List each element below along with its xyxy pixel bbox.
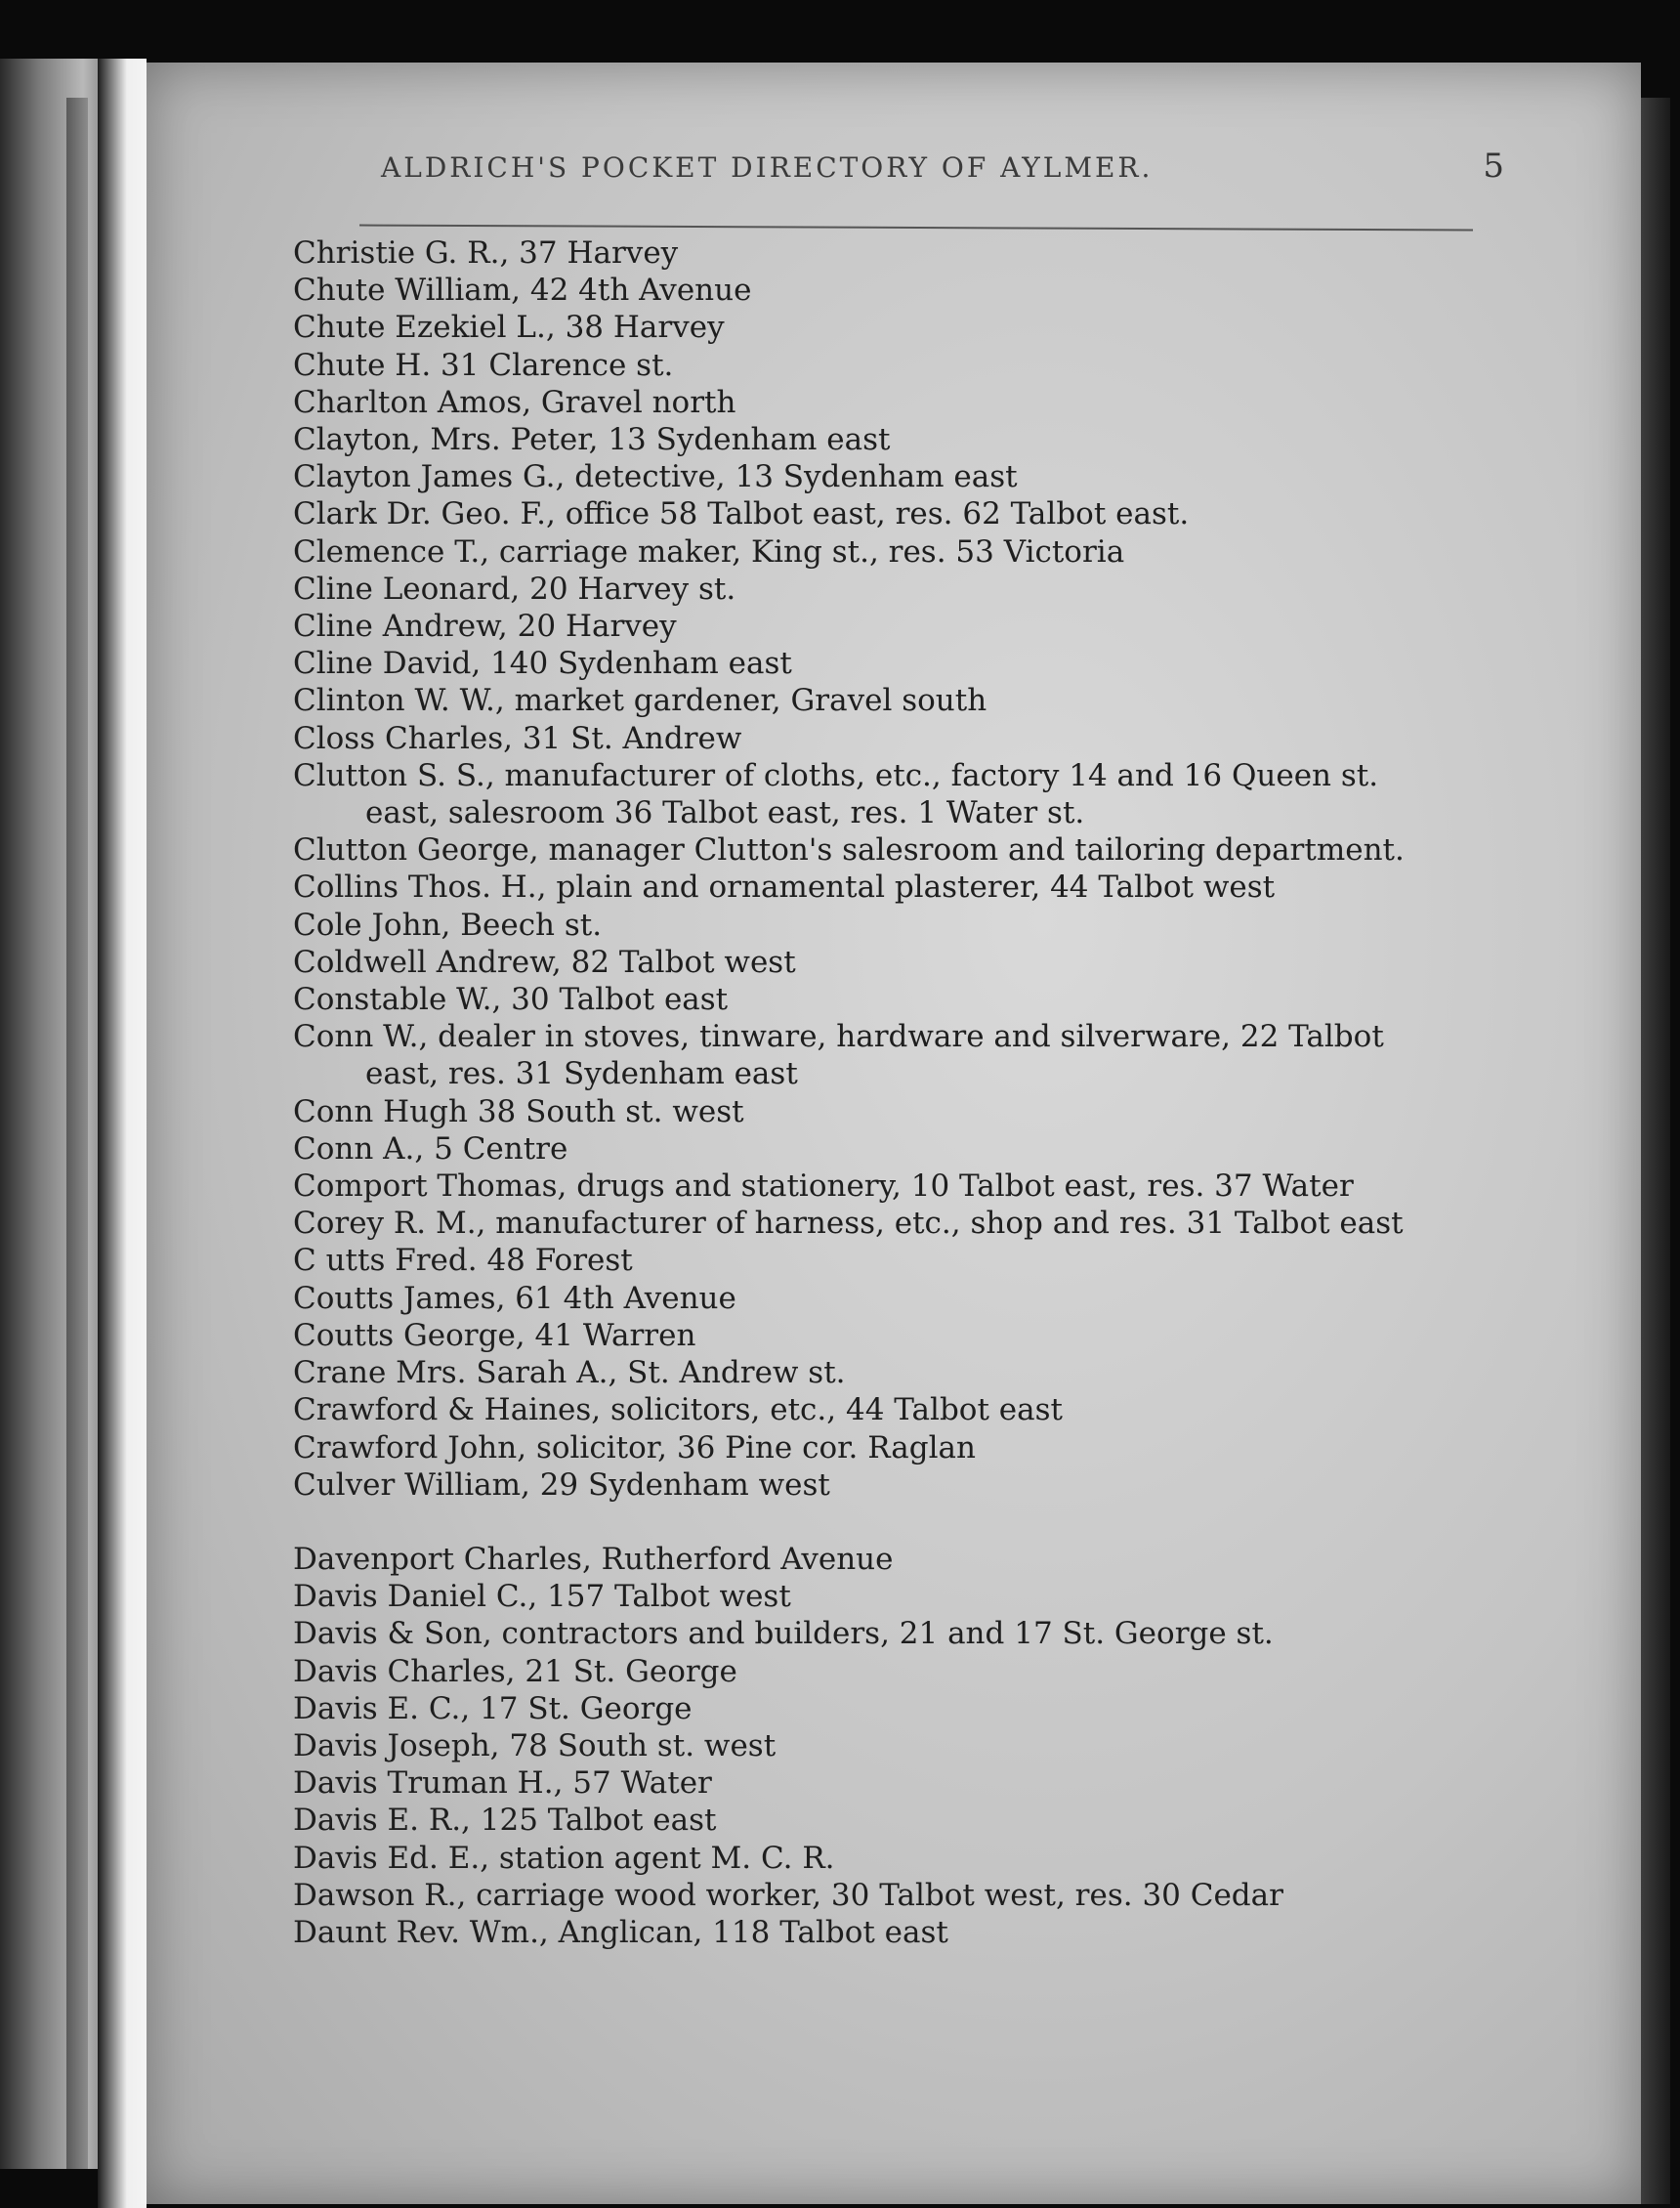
directory-entry: Cole John, Beech st. <box>293 907 603 943</box>
directory-entry: Collins Thos. H., plain and ornamental plasterer, 44 Talbot west <box>293 870 1276 906</box>
running-header <box>381 147 1504 186</box>
directory-entry: Closs Charles, 31 St. Andrew <box>293 720 742 756</box>
directory-entry: Clayton James G., detective, 13 Sydenham east <box>293 459 1018 495</box>
directory-entry: Clemence T., carriage maker, King st., res. 53 Victoria <box>293 533 1125 570</box>
book-gutter <box>98 59 147 2208</box>
directory-entry: Chute H. 31 Clarence st. <box>293 347 674 383</box>
directory-entry: Daunt Rev. Wm., Anglican, 118 Talbot east <box>293 1914 948 1950</box>
header-title: ALDRICH'S POCKET DIRECTORY OF AYLMER. <box>381 151 1154 184</box>
section-gap <box>293 1504 1592 1541</box>
directory-entry: Davis Charles, 21 St. George <box>293 1653 737 1689</box>
directory-entry: Davis Daniel C., 157 Talbot west <box>293 1579 791 1615</box>
directory-entry: Crane Mrs. Sarah A., St. Andrew st. <box>293 1355 846 1391</box>
directory-entry: Davis E. R., 125 Talbot east <box>293 1803 717 1839</box>
directory-entry: Chute William, 42 4th Avenue <box>293 273 752 309</box>
facing-page-edge <box>0 59 98 2169</box>
directory-entry-continuation: east, res. 31 Sydenham east <box>365 1056 798 1092</box>
directory-entry: Conn Hugh 38 South st. west <box>293 1093 744 1129</box>
directory-entry: Davis E. C., 17 St. George <box>293 1690 693 1726</box>
directory-entry: Crawford John, solicitor, 36 Pine cor. Raglan <box>293 1429 976 1465</box>
directory-entry: C utts Fred. 48 Forest <box>293 1243 633 1279</box>
directory-entry: Coutts James, 61 4th Avenue <box>293 1280 736 1316</box>
directory-entry: Clutton S. S., manufacturer of cloths, etc., factory 14 and 16 Queen st. <box>293 757 1379 793</box>
directory-entry: Charlton Amos, Gravel north <box>293 384 736 420</box>
directory-entry: Cline David, 140 Sydenham east <box>293 646 792 682</box>
directory-entry: Dawson R., carriage wood worker, 30 Talbot west, res. 30 Cedar <box>293 1877 1283 1913</box>
directory-entry: Constable W., 30 Talbot east <box>293 982 729 1018</box>
facing-page-shadow <box>66 98 88 2169</box>
directory-entry: Davis Ed. E., station agent M. C. R. <box>293 1840 835 1876</box>
directory-entry: Davenport Charles, Rutherford Avenue <box>293 1541 894 1577</box>
directory-entry: Corey R. M., manufacturer of harness, etc., shop and res. 31 Talbot east <box>293 1206 1404 1242</box>
directory-entry: Clutton George, manager Clutton's salesroom and tailoring department. <box>293 832 1405 869</box>
directory-entry-continuation: east, salesroom 36 Talbot east, res. 1 Water st. <box>365 795 1085 831</box>
directory-entry: Coutts George, 41 Warren <box>293 1317 696 1353</box>
directory-entry: Comport Thomas, drugs and stationery, 10 Talbot east, res. 37 Water <box>293 1168 1354 1205</box>
page-number: 5 <box>1483 147 1504 186</box>
directory-entry: Culver William, 29 Sydenham west <box>293 1466 830 1503</box>
directory-entry: Conn W., dealer in stoves, tinware, hardware and silverware, 22 Talbot <box>293 1019 1384 1055</box>
directory-entry: Christie G. R., 37 Harvey <box>293 235 679 271</box>
directory-entry: Clinton W. W., market gardener, Gravel south <box>293 683 987 719</box>
directory-entry: Coldwell Andrew, 82 Talbot west <box>293 944 796 980</box>
directory-entry: Cline Andrew, 20 Harvey <box>293 609 677 645</box>
directory-entry: Cline Leonard, 20 Harvey st. <box>293 571 736 607</box>
directory-entry: Davis Truman H., 57 Water <box>293 1765 712 1802</box>
directory-entry: Clark Dr. Geo. F., office 58 Talbot east, res. 62 Talbot east. <box>293 496 1190 532</box>
directory-entry: Crawford & Haines, solicitors, etc., 44 Talbot east <box>293 1392 1063 1428</box>
directory-entry: Clayton, Mrs. Peter, 13 Sydenham east <box>293 422 891 458</box>
directory-entry: Chute Ezekiel L., 38 Harvey <box>293 310 725 346</box>
directory-entry: Conn A., 5 Centre <box>293 1130 568 1167</box>
directory-entry: Davis Joseph, 78 South st. west <box>293 1727 777 1763</box>
directory-entries <box>293 234 1592 1951</box>
directory-entry: Davis & Son, contractors and builders, 21 and 17 St. George st. <box>293 1616 1274 1652</box>
